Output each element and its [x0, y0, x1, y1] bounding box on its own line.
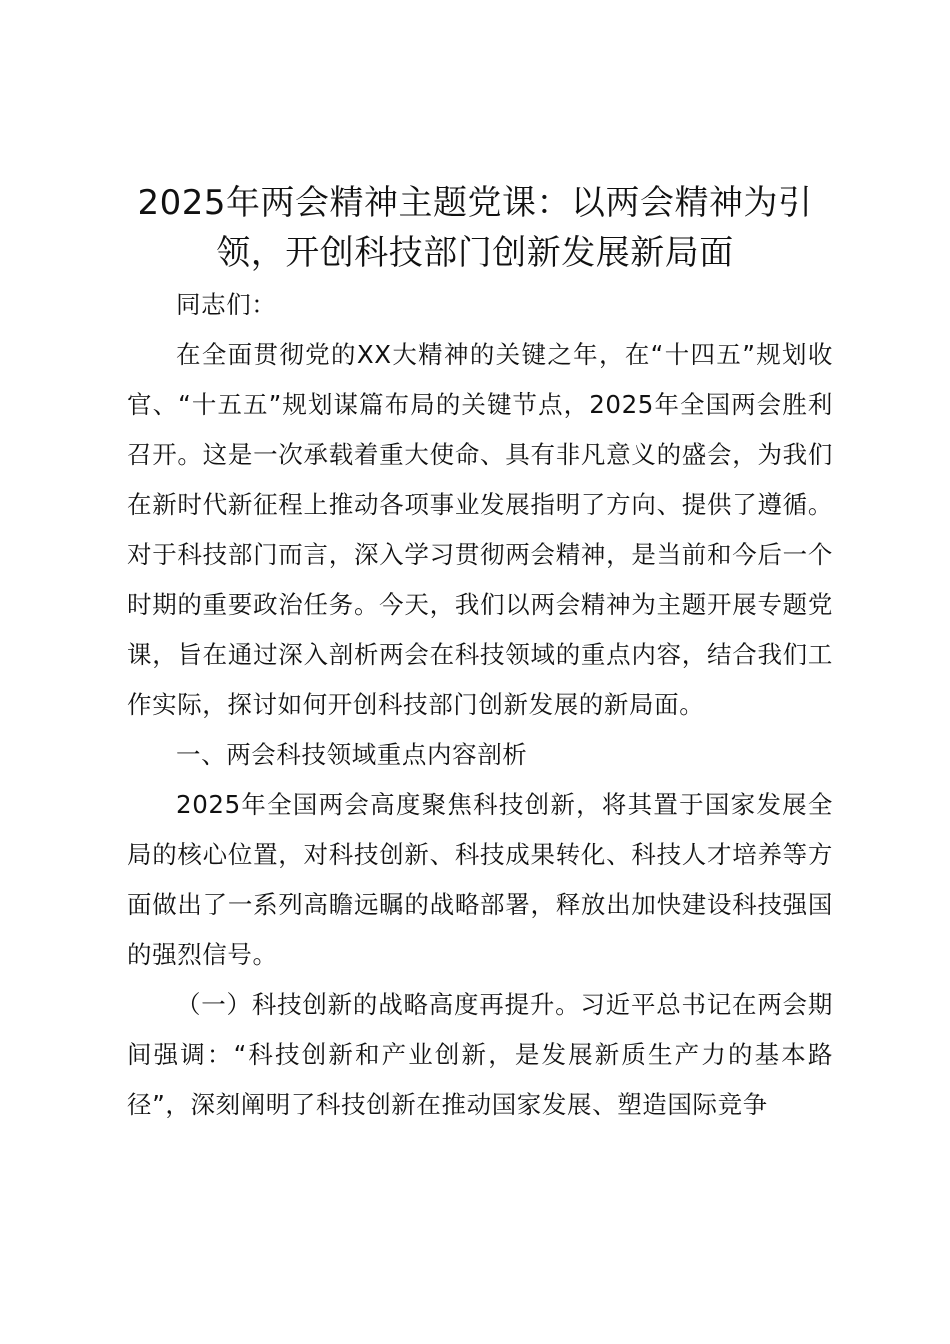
document-body — [127, 280, 833, 1130]
paragraph-section-1: 2025年全国两会高度聚焦科技创新，将其置于国家发展全局的核心位置，对科技创新、科技成果转化、科技人才培养等方面做出了一系列高瞻远瞩的战略部署，释放出加快建设科技强国的强烈信号。 — [127, 790, 833, 969]
salutation: 同志们： — [176, 290, 277, 319]
paragraph-subsection-1: （一）科技创新的战略高度再提升。习近平总书记在两会期间强调：“科技创新和产业创新，是发展新质生产力的基本路径”，深刻阐明了科技创新在推动国家发展、塑造国际竞争 — [127, 990, 833, 1119]
paragraph-intro: 在全面贯彻党的XX大精神的关键之年，在“十四五”规划收官、“十五五”规划谋篇布局的关键节点，2025年全国两会胜利召开。这是一次承载着重大使命、具有非凡意义的盛会，为我们在新时代新征程上推动各项事业发展指明了方向、提供了遵循。对于科技部门而言，深入学习贯彻两会精神，是当前和今后一个时期的重要政治任务。今天，我们以两会精神为主题开展专题党课，旨在通过深入剖析两会在科技领域的重点内容，结合我们工作实际，探讨如何开创科技部门创新发展的新局面。 — [127, 340, 833, 719]
section-heading-1: 一、两会科技领域重点内容剖析 — [176, 740, 528, 769]
document-title: 2025年两会精神主题党课：以两会精神为引领，开创科技部门创新发展新局面 — [137, 183, 813, 273]
